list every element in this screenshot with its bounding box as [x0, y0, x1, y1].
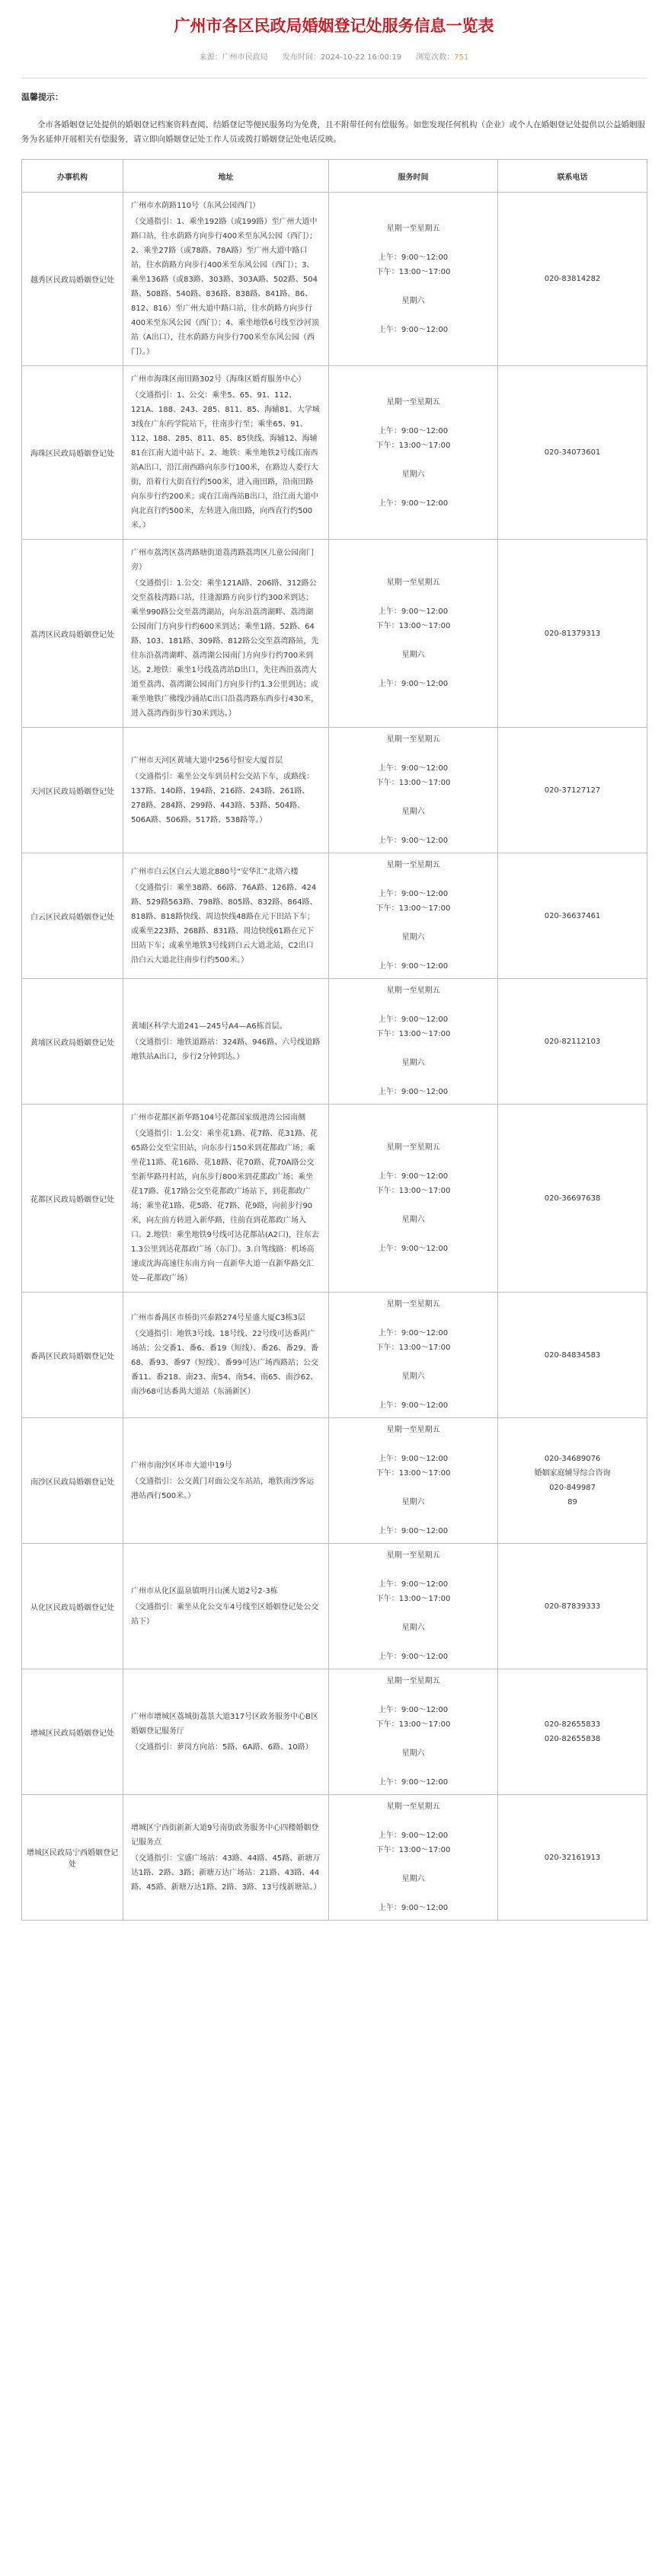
- hours-line: 下午：13:00～17:00: [376, 1344, 451, 1352]
- office-hours: [329, 979, 498, 1105]
- hours-line: 上午：9:00～12:00: [378, 253, 449, 262]
- office-name: 增城区民政局婚姻登记处: [22, 1669, 123, 1795]
- hours-line: 下午：13:00～17:00: [376, 1030, 451, 1038]
- phone-number: 020-82112103: [544, 1037, 601, 1046]
- hours-line: 上午：9:00～12:00: [378, 607, 449, 616]
- address-line: 广州市水荫路110号（东风公园西门）: [131, 202, 260, 210]
- hours-line: 星期六: [401, 1749, 425, 1758]
- office-phone: [498, 1669, 647, 1795]
- office-address: [123, 193, 329, 366]
- column-header-hours: 服务时间: [329, 160, 498, 193]
- transport-directions: （交通指引：公交黄门对面公交车站站，地铁南沙客运港站西行500米。）: [131, 1477, 314, 1500]
- hours-line: 星期一至星期五: [386, 861, 440, 869]
- office-phone: [498, 540, 647, 728]
- publish-time: 发布时间：2024-10-22 16:00:19: [282, 53, 402, 62]
- hours-spacer: [332, 236, 494, 250]
- hours-line: 星期一至星期五: [386, 1143, 440, 1152]
- hours-line: 上午：9:00～12:00: [378, 1653, 449, 1661]
- office-hours: [329, 1293, 498, 1418]
- phone-number: 020-82655833: [544, 1720, 601, 1729]
- office-name: 海珠区民政局婚姻登记处: [22, 366, 123, 540]
- office-hours: [329, 1105, 498, 1293]
- hours-line: 上午：9:00～12:00: [378, 1455, 449, 1463]
- hours-line: 星期一至星期五: [386, 1677, 440, 1685]
- transport-directions: （交通指引：地铁道路站：324路、946路、六号线道路地铁站A出口，步行2分钟到达。）: [131, 1038, 321, 1061]
- hours-spacer: [332, 662, 494, 677]
- hours-line: 上午：9:00～12:00: [378, 680, 449, 688]
- hours-spacer: [332, 633, 494, 648]
- hours-spacer: [332, 1384, 494, 1398]
- hours-line: 星期六: [401, 1372, 425, 1381]
- phone-number: 020-82655838: [544, 1735, 601, 1743]
- office-hours: [329, 1418, 498, 1544]
- office-name: 从化区民政局婚姻登记处: [22, 1544, 123, 1669]
- hours-spacer: [332, 1355, 494, 1369]
- hours-line: 星期六: [401, 296, 425, 305]
- hours-line: 星期六: [401, 1875, 425, 1883]
- hours-line: 上午：9:00～12:00: [378, 1832, 449, 1840]
- phone-number: 020-36697638: [544, 1194, 601, 1203]
- hours-spacer: [332, 1481, 494, 1495]
- hours-line: 上午：9:00～12:00: [378, 1245, 449, 1253]
- office-phone: [498, 1544, 647, 1669]
- hours-spacer: [332, 279, 494, 294]
- phone-number: 020-34073601: [544, 448, 601, 457]
- phone-number: 020-32161913: [544, 1853, 601, 1862]
- office-name: 天河区民政局婚姻登记处: [22, 728, 123, 853]
- offices-table: [21, 159, 647, 1921]
- office-phone: [498, 1105, 647, 1293]
- office-phone: [498, 853, 647, 979]
- address-line: 广州市南沙区环市大道中19号: [131, 1461, 232, 1470]
- office-address: [123, 853, 329, 979]
- hours-line: 星期六: [401, 933, 425, 942]
- table-row: [22, 979, 647, 1105]
- address-line: 黄埔区科学大道241—245号A4—A6栋首层。: [131, 1022, 287, 1031]
- hours-line: 星期六: [401, 1624, 425, 1632]
- source-label: 来源：广州市民政局: [199, 53, 268, 62]
- column-header-phone: 联系电话: [498, 160, 647, 193]
- address-line: 广州市增城区荔城街荔景大道317号区政务服务中心B区婚姻登记服务厅: [131, 1712, 318, 1736]
- hours-line: 上午：9:00～12:00: [378, 764, 449, 773]
- office-phone: [498, 1418, 647, 1544]
- phone-number: 020-849987: [549, 1484, 596, 1492]
- address-line: 广州市番禺区市桥街兴泰路274号星盛大厦C3栋3层: [131, 1314, 305, 1322]
- office-name: 黄埔区民政局婚姻登记处: [22, 979, 123, 1105]
- office-address: [123, 1544, 329, 1669]
- hours-line: 上午：9:00～12:00: [378, 1329, 449, 1337]
- office-address: [123, 1795, 329, 1921]
- address-line: 增城区宁西街新新大道9号南街政务服务中心四楼婚姻登记服务点: [131, 1823, 319, 1847]
- office-address: [123, 1105, 329, 1293]
- hours-spacer: [332, 1732, 494, 1746]
- phone-number: 婚姻家庭辅导综合咨询: [534, 1469, 611, 1478]
- notice-text: 全市各婚姻登记处提供的婚姻登记档案资料查阅、结婚登记等便民服务均为免费，且不附带任何有偿服务。如您发现任何机构（企业）或个人在婚姻登记处提供以公益婚姻服务为名延伸开展相关有偿服务，请立即向婚姻登记处工作人员或拨打婚姻登记处电话反映。: [21, 120, 645, 144]
- hours-line: 星期一至星期五: [386, 987, 440, 995]
- table-row: [22, 193, 647, 366]
- transport-directions: （交通指引：1、乘坐192路（或199路）至广州大道中路口站，往水荫路方向步行400米至东风公园（西门）；2、乘坐27路（或78路、78A路）至广州大道中路口站，往水荫路方向步行400米至东风公园（西门）；3、乘坐136路（或83路、303路、303A路、502路、504路、508路、540路、836路、838路、841路、86、812、816）至广州大道中路口站，往水荫路方向步行400米至东风公园（西门）；4、乘坐地铁6号线至沙河顶站（A出口），往水荫路方向步行700米至东风公园（西门）。）: [131, 218, 319, 356]
- phone-number: 020-36637461: [544, 911, 601, 920]
- hours-spacer: [332, 1070, 494, 1085]
- hours-spacer: [332, 819, 494, 834]
- phone-number: 020-34689076: [544, 1455, 601, 1463]
- table-row: [22, 1293, 647, 1418]
- hours-line: 上午：9:00～12:00: [378, 1172, 449, 1181]
- office-phone: [498, 1293, 647, 1418]
- table-body: [22, 193, 647, 1921]
- address-line: 广州市花都区新华路104号花都国家级港湾公园南侧: [131, 1114, 306, 1122]
- hours-line: 上午：9:00～12:00: [378, 1706, 449, 1714]
- hours-line: 上午：9:00～12:00: [378, 426, 449, 435]
- office-name: 花都区民政局婚姻登记处: [22, 1105, 123, 1293]
- office-address: [123, 979, 329, 1105]
- office-address: [123, 728, 329, 853]
- office-address: [123, 540, 329, 728]
- office-name: 南沙区民政局婚姻登记处: [22, 1418, 123, 1544]
- hours-spacer: [332, 1688, 494, 1703]
- article-meta: [21, 52, 647, 64]
- hours-line: 星期一至星期五: [386, 224, 440, 233]
- hours-line: 上午：9:00～12:00: [378, 1015, 449, 1024]
- office-address: [123, 1669, 329, 1795]
- office-phone: [498, 728, 647, 853]
- table-row: [22, 540, 647, 728]
- views-label: 浏览次数：: [416, 53, 455, 62]
- hours-spacer: [332, 1041, 494, 1056]
- transport-directions: （交通指引：乘坐公交车到员村公交站下车，或路线：137路、140路、194路、216路、243路、261路、278路、284路、299路、443路、53路、504路、506A路、506路、517路、538路等。）: [131, 772, 314, 824]
- hours-spacer: [332, 1227, 494, 1242]
- hours-line: 下午：13:00～17:00: [376, 441, 451, 450]
- hours-line: 上午：9:00～12:00: [378, 1778, 449, 1787]
- hours-line: 星期六: [401, 651, 425, 659]
- office-name: 荔湾区民政局婚姻登记处: [22, 540, 123, 728]
- transport-directions: （交通指引：乘坐38路、66路、76A路、126路、424路、529路563路、798路、805路、832路、864路、818路、818路快线、周边快线48路在元下田站下车；或乘坐223路、268路、831路、周边快线61路在元下田站下车；或乘坐地铁3号线到白云大道北站，C2出口沿白云大道北往南步行约500米。）: [131, 883, 318, 964]
- hours-spacer: [332, 1155, 494, 1169]
- office-phone: [498, 193, 647, 366]
- hours-line: 星期一至星期五: [386, 579, 440, 587]
- phone-number: 020-84834583: [544, 1350, 601, 1360]
- hours-spacer: [332, 1198, 494, 1213]
- office-hours: [329, 193, 498, 366]
- office-phone: [498, 1795, 647, 1921]
- table-row: [22, 1669, 647, 1795]
- office-hours: [329, 728, 498, 853]
- table-row: [22, 728, 647, 853]
- phone-number: 020-37127127: [544, 786, 601, 795]
- hours-spacer: [332, 1886, 494, 1901]
- transport-directions: （交通指引：1.公交：乘坐121A路、206路、312路公交至荔枝湾路口站，往逢源路方向步行约300米到达；乘坐990路公交至荔湾湖站，向东沿荔湾湖畔、荔湾湖公园南门方向步行约600米到达；乘坐1路、52路、64路、103、181路、309路、812路公交至荔湾路站，先往东沿荔湾湖畔、荔湾湖公园南门方向步行约700米到达。2.地铁：乘坐1号线荔湾站D出口，先往西沿荔湾大道至荔湾、荔湾湖公园南门方向步行约1.3公里到达；或乘坐地铁广佛线沙涌站C出口沿荔湾路东西步行430米，进入荔湾西街步行30米到达。）: [131, 579, 319, 718]
- hours-spacer: [332, 308, 494, 323]
- hours-line: 上午：9:00～12:00: [378, 1088, 449, 1096]
- office-hours: [329, 1669, 498, 1795]
- office-hours: [329, 540, 498, 728]
- address-line: 广州市荔湾区荔湾路塘街道荔湾路荔湾区儿童公园南门旁）: [131, 549, 314, 572]
- page-title: 广州市各区民政局婚姻登记处服务信息一览表: [174, 17, 494, 35]
- hours-line: 星期一至星期五: [386, 397, 440, 406]
- hours-spacer: [332, 872, 494, 887]
- transport-directions: （交通指引：地铁3号线、18号线、22号线可达番禺广场站；公交番1、番6、番19（短线）、番26、番29、番68、番93、番97（短线）、番99可达广场西路站；公交番11、番218、南23、南54、南54、南65、南沙62、南沙68可达番禺大道站（东涌新区）: [131, 1330, 318, 1396]
- office-address: [123, 1418, 329, 1544]
- hours-line: 下午：13:00～17:00: [376, 779, 451, 787]
- views-wrapper: [416, 53, 468, 62]
- hours-spacer: [332, 1510, 494, 1524]
- hours-spacer: [332, 1312, 494, 1326]
- hours-spacer: [332, 1635, 494, 1650]
- hours-spacer: [332, 1761, 494, 1775]
- hours-line: 下午：13:00～17:00: [376, 1846, 451, 1854]
- hours-spacer: [332, 1606, 494, 1621]
- hours-line: 星期六: [401, 808, 425, 816]
- hours-line: 下午：13:00～17:00: [376, 1187, 451, 1195]
- table-row: [22, 1418, 647, 1544]
- table-header-row: [22, 160, 647, 193]
- hours-line: 上午：9:00～12:00: [378, 1904, 449, 1912]
- hours-line: 上午：9:00～12:00: [378, 1580, 449, 1589]
- hours-spacer: [332, 1857, 494, 1872]
- table-row: [22, 853, 647, 979]
- hours-line: 星期一至星期五: [386, 1551, 440, 1560]
- office-hours: [329, 1795, 498, 1921]
- hours-spacer: [332, 945, 494, 959]
- hours-spacer: [332, 590, 494, 604]
- address-line: 广州市从化区温泉镇明月山溪大道2号2-3栋: [131, 1586, 278, 1596]
- office-phone: [498, 979, 647, 1105]
- address-line: 广州市海珠区南田路302号（海珠区婚育服务中心）: [131, 375, 306, 384]
- hours-line: 星期一至星期五: [386, 1426, 440, 1434]
- hours-spacer: [332, 1563, 494, 1577]
- table-row: [22, 1795, 647, 1921]
- hours-line: 下午：13:00～17:00: [376, 904, 451, 913]
- hours-line: 上午：9:00～12:00: [378, 1401, 449, 1410]
- hours-line: 下午：13:00～17:00: [376, 1469, 451, 1478]
- hours-line: 下午：13:00～17:00: [376, 267, 451, 276]
- hours-line: 星期六: [401, 470, 425, 479]
- table-row: [22, 1105, 647, 1293]
- table-row: [22, 1544, 647, 1669]
- hours-spacer: [332, 1437, 494, 1452]
- hours-spacer: [332, 790, 494, 805]
- column-header-office: 办事机构: [22, 160, 123, 193]
- phone-number: 020-83814282: [544, 275, 601, 283]
- transport-directions: （交通指引：宝盛广场站：43路、44路、45路、新塘万达1路、2路、3路；新塘万达广场站：21路、43路、44路、45路、新塘万达1路、2路、3路、13号线新塘站。）: [131, 1854, 321, 1892]
- hours-line: 下午：13:00～17:00: [376, 1595, 451, 1603]
- hours-line: 下午：13:00～17:00: [376, 622, 451, 630]
- phone-number: 020-87839333: [544, 1602, 601, 1611]
- office-hours: [329, 1544, 498, 1669]
- notice-heading: 温馨提示：: [21, 92, 63, 102]
- transport-directions: （交通指引：乘坐从化公交车4号线至区婚姻登记处公交站下）: [131, 1602, 319, 1626]
- column-header-address: 地址: [123, 160, 329, 193]
- office-address: [123, 1293, 329, 1418]
- office-hours: [329, 366, 498, 540]
- hours-line: 星期一至星期五: [386, 1803, 440, 1811]
- hours-line: 星期六: [401, 1498, 425, 1506]
- hours-line: 上午：9:00～12:00: [378, 837, 449, 845]
- hours-line: 上午：9:00～12:00: [378, 499, 449, 508]
- address-line: 广州市天河区黄埔大道中256号恒安大厦首层: [131, 756, 283, 765]
- transport-directions: （交通指引：萝岗方向站：5路、6A路、6路、10路）: [131, 1742, 313, 1752]
- hours-line: 星期一至星期五: [386, 735, 440, 744]
- office-address: [123, 366, 329, 540]
- hours-line: 下午：13:00～17:00: [376, 1720, 451, 1729]
- hours-line: 上午：9:00～12:00: [378, 1527, 449, 1535]
- hours-line: 星期六: [401, 1216, 425, 1224]
- office-name: 白云区民政局婚姻登记处: [22, 853, 123, 979]
- office-name: 增城区民政局宁西婚姻登记处: [22, 1795, 123, 1921]
- transport-directions: （交通指引：1.公交：乘坐花1路、花7路、花31路、花65路公交至宝田站，向东步行150米到花都政广场；乘坐花11路、花16路、花18路、花70路、花70A路公交至新华路丹村站，向东步行800米到花都政广场；乘坐花17路、花17路公交至花都政广场站下，到花都政广场；乘坐花1路、花5路、花7路、花9路，向前步行90米，向左前方转进入新华路，往前直到花都政广场入口。2.地铁：乘坐地铁9号线可达花都站(A2口)，往东去1.3公里到达花都政广场（东门）。3.自驾线路：机场高速或沈海高速往东南方向一直新华大道一直新华路交汇处—花都政广场）: [131, 1130, 319, 1283]
- hours-line: 上午：9:00～12:00: [378, 890, 449, 898]
- hours-line: 上午：9:00～12:00: [378, 962, 449, 971]
- hours-spacer: [332, 998, 494, 1012]
- hours-spacer: [332, 916, 494, 930]
- phone-number: 89: [567, 1498, 577, 1506]
- hours-spacer: [332, 747, 494, 761]
- hours-line: 星期六: [401, 1059, 425, 1067]
- hours-spacer: [332, 453, 494, 467]
- office-name: 越秀区民政局婚姻登记处: [22, 193, 123, 366]
- hours-line: 星期一至星期五: [386, 1300, 440, 1309]
- hours-spacer: [332, 410, 494, 424]
- office-name: 番禺区民政局婚姻登记处: [22, 1293, 123, 1418]
- table-row: [22, 366, 647, 540]
- phone-number: 020-81379313: [544, 629, 601, 638]
- address-line: 广州市白云区白云大道北880号“安华汇”北塔六楼: [131, 867, 299, 876]
- hours-line: 上午：9:00～12:00: [378, 325, 449, 334]
- office-hours: [329, 853, 498, 979]
- hours-spacer: [332, 1814, 494, 1828]
- hours-spacer: [332, 482, 494, 496]
- office-phone: [498, 366, 647, 540]
- views-count: 751: [454, 53, 469, 62]
- transport-directions: （交通指引：1、公交：乘坐5、65、91、112、121A、188、243、285、811、85、海辅81、大学城3线在广东药学院站下，往南步行至；乘坐65、91、112、188、285、811、85、85快线、海辅12、海辅81在江南大道中站下。2、地铁：乘坐地铁2号线江南西站A出口，沿江南西路向东步行100米，在路边人委行大街，沿着行大街直行约500米，进入南田路，沿南田路向东步行约200米；或在江南西站B出口，沿江南大道中向北直行约500米，左转进入南田路，向西直行约500米。）: [131, 391, 320, 530]
